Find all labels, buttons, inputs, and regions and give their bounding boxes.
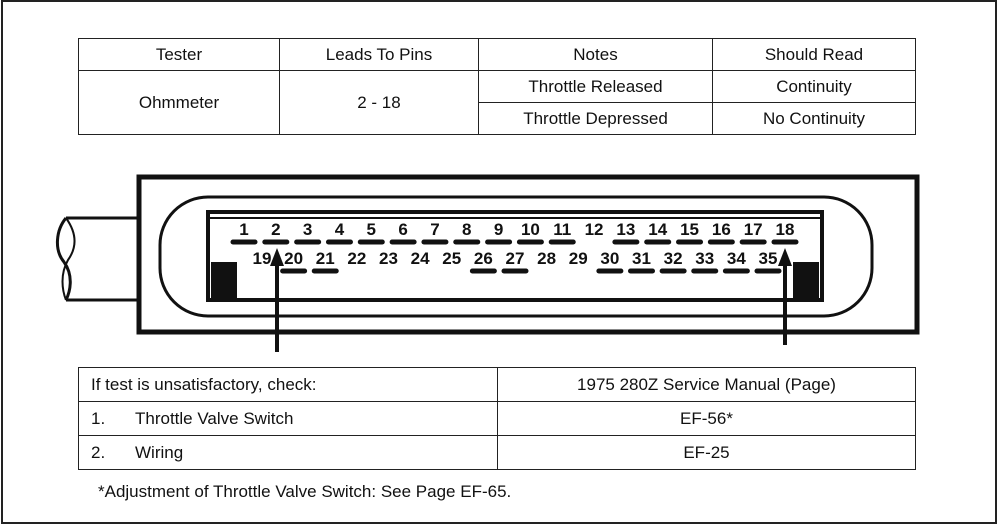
pin-label: 15 (680, 220, 699, 239)
pin-label: 14 (648, 220, 668, 239)
cable (57, 218, 140, 300)
pin-labels (233, 220, 796, 271)
header-should-read: Should Read (713, 39, 916, 71)
pin-label: 11 (553, 220, 572, 239)
header-tester: Tester (79, 39, 280, 71)
pin-label: 31 (632, 249, 651, 268)
key-block-right (793, 262, 819, 298)
pin-label: 8 (462, 220, 472, 239)
notes-cell: Throttle Released (479, 71, 713, 103)
pin-label: 23 (379, 249, 398, 268)
check-item-label: Wiring (135, 442, 184, 462)
check-table-row (79, 402, 916, 436)
footnote: *Adjustment of Throttle Valve Switch: See Page EF-65. (98, 482, 512, 501)
check-header-left: If test is unsatisfactory, check: (79, 368, 498, 402)
pin-label: 6 (398, 220, 408, 239)
pin-label: 2 (271, 220, 281, 239)
pin-label: 24 (410, 249, 430, 268)
check-table (78, 367, 916, 470)
pin-label: 3 (302, 220, 313, 239)
pin-label: 17 (743, 220, 763, 239)
pin-label: 18 (775, 220, 795, 239)
should-read-cell: No Continuity (713, 103, 916, 135)
should-read-cell: Continuity (713, 71, 916, 103)
check-header-right: 1975 280Z Service Manual (Page) (498, 368, 916, 402)
check-item-label: Throttle Valve Switch (135, 408, 294, 428)
pin-label: 16 (711, 220, 731, 239)
check-table-header-row (79, 368, 916, 402)
notes-cell: Throttle Depressed (479, 103, 713, 135)
leads-to-pins-cell: 2 - 18 (280, 71, 479, 135)
check-item (79, 402, 498, 436)
pin-label: 20 (284, 249, 304, 268)
pin-label: 26 (473, 249, 493, 268)
pin-label: 34 (726, 249, 746, 268)
pin-label: 25 (442, 249, 462, 268)
pin-label: 28 (537, 249, 557, 268)
check-item-page: EF-25 (498, 436, 916, 470)
key-block-left (211, 262, 237, 298)
check-item-page: EF-56* (498, 402, 916, 436)
header-leads-to-pins: Leads To Pins (280, 39, 479, 71)
pin-label: 4 (334, 220, 345, 239)
pin-label: 10 (520, 220, 540, 239)
tester-cell: Ohmmeter (79, 71, 280, 135)
pin-label: 22 (347, 249, 367, 268)
pin-label: 29 (568, 249, 588, 268)
pin-label: 30 (600, 249, 620, 268)
check-item-number: 1. (91, 408, 106, 428)
header-notes: Notes (479, 39, 713, 71)
check-item-number: 2. (91, 442, 106, 462)
pin-label: 33 (695, 249, 715, 268)
pin-label: 12 (584, 220, 604, 239)
pin-label: 1 (239, 220, 249, 239)
pin-label: 32 (663, 249, 683, 268)
pin-label: 35 (758, 249, 778, 268)
pin-label: 5 (366, 220, 377, 239)
pin-label: 9 (493, 220, 504, 239)
pin-label: 19 (252, 249, 272, 268)
check-item (79, 436, 498, 470)
check-table-row (79, 436, 916, 470)
pin-label: 27 (505, 249, 525, 268)
pin-label: 13 (616, 220, 636, 239)
pin-label: 7 (430, 220, 440, 239)
pin-label: 21 (315, 249, 335, 268)
